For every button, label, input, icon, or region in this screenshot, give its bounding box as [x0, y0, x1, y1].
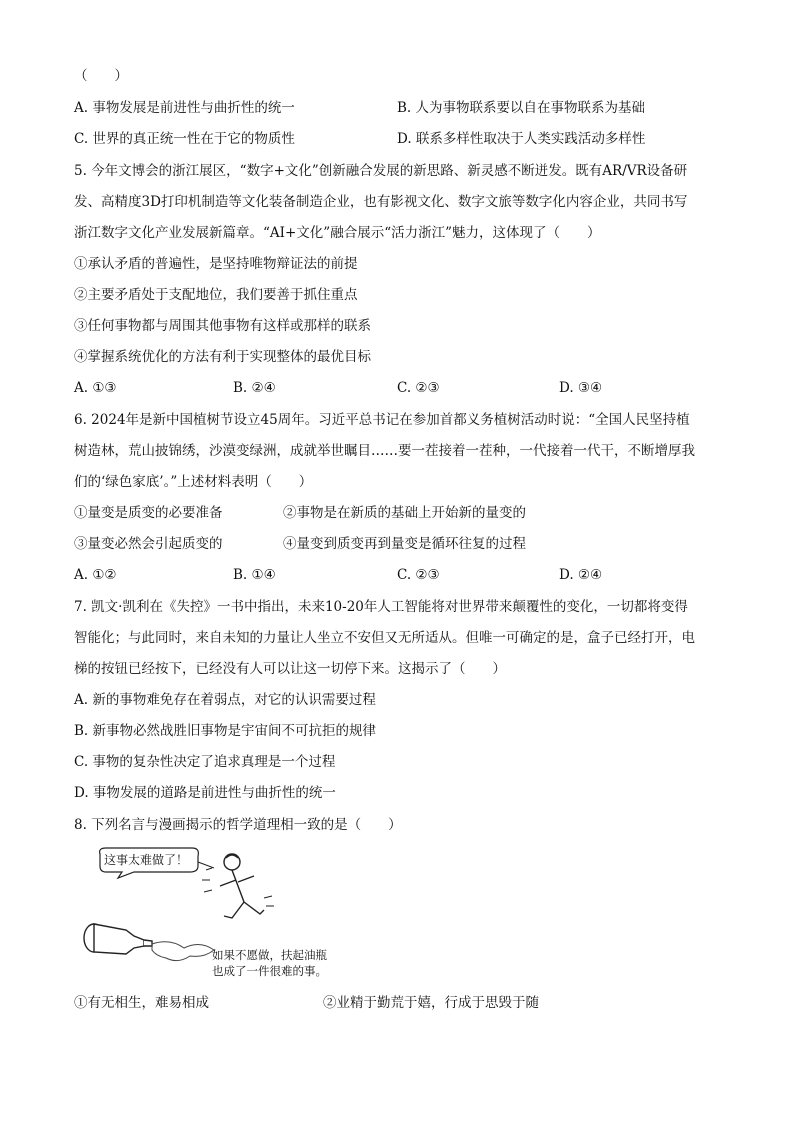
q6-item-3: ③量变必然会引起质变的	[74, 536, 223, 552]
q6-stem-line1: 6. 2024年是新中国植树节设立45周年。习近平总书记在参加首都义务植树活动时说：“全国人民坚持植	[74, 412, 690, 428]
q4-paren: （ ）	[74, 68, 128, 84]
cartoon-caption-line1: 如果不愿做，扶起油瓶	[212, 948, 327, 962]
q7-stem-line2: 智能化；与此同时，来自未知的力量让人坐立不安但又无所适从。但唯一可确定的是，盒子已经打开，电	[74, 630, 695, 646]
q6-option-d: D. ②④	[559, 567, 603, 583]
q4-option-b: B. 人为事物联系要以自在事物联系为基础	[397, 100, 646, 116]
q6-item-1: ①量变是质变的必要准备	[74, 505, 223, 521]
q7-option-c: C. 事物的复杂性决定了追求真理是一个过程	[74, 754, 336, 770]
q7-stem-line3: 梯的按钮已经按下，已经没有人可以让这一切停下来。这揭示了（ ）	[74, 661, 506, 677]
cartoon-caption-line2: 也成了一件很难的事。	[212, 964, 327, 978]
q5-option-d: D. ③④	[559, 380, 603, 396]
q7-option-a: A. 新的事物难免存在着弱点，对它的认识需要过程	[74, 692, 376, 708]
q6-stem-line2: 树造林，荒山披锦绣，沙漠变绿洲，成就举世瞩目……要一茬接着一茬种，一代接着一代干，不断增厚我	[74, 443, 695, 459]
q5-item-3: ③任何事物都与周围其他事物有这样或那样的联系	[74, 318, 371, 334]
q6-option-a: A. ①②	[74, 567, 117, 583]
q6-option-b: B. ①④	[233, 567, 276, 583]
q6-option-c: C. ②③	[397, 567, 440, 583]
q5-stem-line3: 浙江数字文化产业发展新篇章。“AI+文化”融合展示“活力浙江”魅力，这体现了（ ）	[74, 225, 601, 241]
q7-stem-line1: 7. 凯文·凯利在《失控》一书中指出，未来10-20年人工智能将对世界带来颠覆性的变化，一切都将变得	[74, 599, 688, 615]
q5-stem-line1: 5. 今年文博会的浙江展区，“数字+文化”创新融合发展的新思路、新灵感不断迸发。既有AR/VR设备研	[74, 163, 688, 179]
oil-puddle	[152, 942, 214, 961]
q5-option-c: C. ②③	[397, 380, 440, 396]
q4-option-a: A. 事物发展是前进性与曲折性的统一	[74, 100, 295, 116]
q5-item-4: ④掌握系统优化的方法有利于实现整体的最优目标	[74, 349, 371, 365]
q4-option-d: D. 联系多样性取决于人类实践活动多样性	[397, 131, 646, 147]
q7-option-d: D. 事物发展的道路是前进性与曲折性的统一	[74, 785, 336, 801]
tipped-oil-bottle	[84, 924, 152, 954]
q8-stem: 8. 下列名言与漫画揭示的哲学道理相一致的是（ ）	[74, 817, 402, 833]
q8-item-1: ①有无相生，难易相成	[74, 995, 209, 1011]
q6-item-4: ④量变到质变再到量变是循环往复的过程	[283, 536, 526, 552]
q6-item-2: ②事物是在新质的基础上开始新的量变的	[283, 505, 526, 521]
q4-option-c: C. 世界的真正统一性在于它的物质性	[74, 131, 295, 147]
q7-option-b: B. 新事物必然战胜旧事物是宇宙间不可抗拒的规律	[74, 723, 377, 739]
q6-stem-line3: 们的‘绿色家底’。”上述材料表明（ ）	[74, 474, 313, 490]
q5-item-1: ①承认矛盾的普遍性，是坚持唯物辩证法的前提	[74, 256, 358, 272]
q5-option-a: A. ①③	[74, 380, 117, 396]
cartoon-speech-text: 这事太难做了！	[104, 853, 189, 867]
q5-stem-line2: 发、高精度3D打印机制造等文化装备制造企业，也有影视文化、数字文旅等数字化内容企业，共同书写	[74, 194, 688, 210]
q5-item-2: ②主要矛盾处于支配地位，我们要善于抓住重点	[74, 287, 358, 303]
q5-option-b: B. ②④	[233, 380, 276, 396]
q8-item-2: ②业精于勤荒于嬉，行成于思毁于随	[323, 995, 539, 1011]
running-man-figure	[202, 854, 274, 918]
